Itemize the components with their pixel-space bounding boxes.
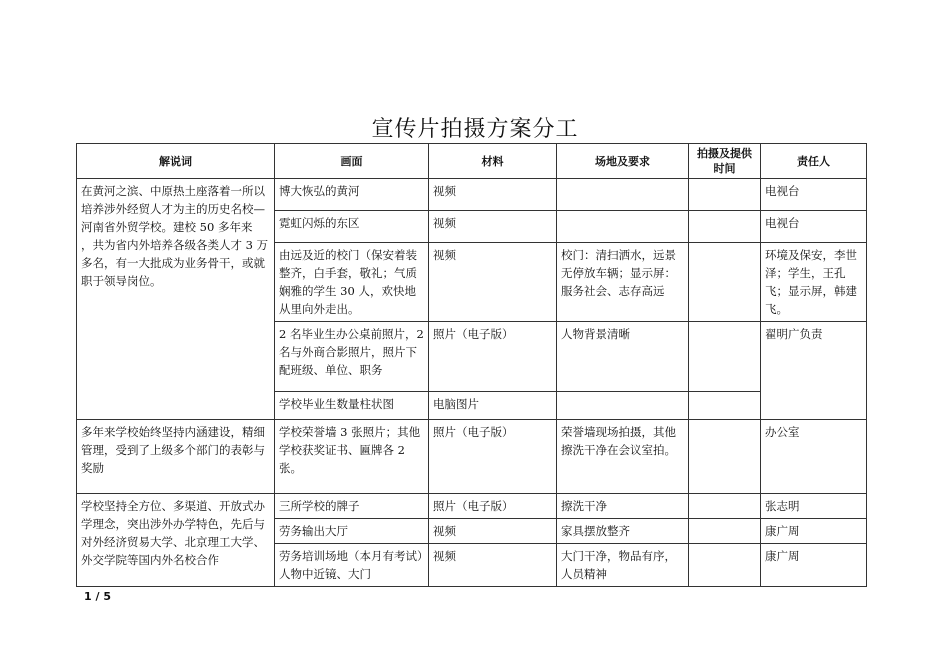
scene-cell: 霓虹闪烁的东区 [275, 211, 429, 243]
location-cell [557, 211, 689, 243]
location-cell: 人物背景清晰 [557, 322, 689, 392]
scene-cell: 三所学校的牌子 [275, 494, 429, 519]
scene-cell: 由远及近的校门（保安着装整齐，白手套，敬礼；气质娴雅的学生 30 人，欢快地从里向外走出。 [275, 243, 429, 322]
scene-cell: 2 名毕业生办公桌前照片，2 名与外商合影照片，照片下配班级、单位、职务 [275, 322, 429, 392]
owner-cell: 环境及保安，李世泽；学生，王孔飞；显示屏，韩建飞。 [761, 243, 867, 322]
time-cell [689, 420, 761, 494]
material-cell: 照片（电子版） [429, 420, 557, 494]
owner-cell: 康广周 [761, 519, 867, 544]
location-cell [557, 392, 689, 420]
location-cell: 荣誉墙现场拍摄，其他擦洗干净在会议室拍。 [557, 420, 689, 494]
page-number: 1 / 5 [84, 590, 111, 603]
scene-cell: 劳务输出大厅 [275, 519, 429, 544]
owner-cell: 翟明广负责 [761, 322, 867, 420]
page-title: 宣传片拍摄方案分工 [371, 117, 579, 142]
material-cell: 视频 [429, 211, 557, 243]
scene-cell: 学校荣誉墙 3 张照片；其他学校获奖证书、匾牌各 2 张。 [275, 420, 429, 494]
scene-cell: 劳务培训场地（本月有考试）人物中近镜、大门 [275, 544, 429, 587]
time-cell [689, 494, 761, 519]
scene-cell: 学校毕业生数量柱状图 [275, 392, 429, 420]
material-cell: 视频 [429, 544, 557, 587]
header-location: 场地及要求 [557, 144, 689, 179]
table-row [77, 494, 867, 519]
location-cell: 擦洗干净 [557, 494, 689, 519]
material-cell: 照片（电子版） [429, 322, 557, 392]
location-cell: 家具摆放整齐 [557, 519, 689, 544]
material-cell: 视频 [429, 243, 557, 322]
time-cell [689, 243, 761, 322]
material-cell: 视频 [429, 519, 557, 544]
time-cell [689, 322, 761, 392]
owner-cell: 张志明 [761, 494, 867, 519]
assignment-table [76, 143, 867, 587]
material-cell: 照片（电子版） [429, 494, 557, 519]
commentary-cell: 在黄河之滨、中原热土座落着一所以培养涉外经贸人才为主的历史名校—河南省外贸学校。建校 50 多年来 ，共为省内外培养各级各类人才 3 万多名，有一大批成为业务骨干，或就职于领导岗位。 [77, 179, 275, 420]
owner-cell: 办公室 [761, 420, 867, 494]
header-scene: 画面 [275, 144, 429, 179]
time-cell [689, 179, 761, 211]
table-row [77, 420, 867, 494]
header-owner: 责任人 [761, 144, 867, 179]
header-material: 材料 [429, 144, 557, 179]
commentary-cell: 学校坚持全方位、多渠道、开放式办学理念，突出涉外办学特色，先后与对外经济贸易大学、北京理工大学、外交学院等国内外名校合作 [77, 494, 275, 587]
location-cell: 大门干净，物品有序，人员精神 [557, 544, 689, 587]
table-header-row [77, 144, 867, 179]
header-commentary: 解说词 [77, 144, 275, 179]
table-row [77, 179, 867, 211]
owner-cell: 康广周 [761, 544, 867, 587]
material-cell: 电脑图片 [429, 392, 557, 420]
time-cell [689, 519, 761, 544]
scene-cell: 博大恢弘的黄河 [275, 179, 429, 211]
header-time: 拍摄及提供时间 [689, 144, 761, 179]
location-cell: 校门：清扫洒水，远景无停放车辆；显示屏：服务社会、志存高远 [557, 243, 689, 322]
commentary-cell: 多年来学校始终坚持内涵建设，精细管理，受到了上级多个部门的表彰与奖励 [77, 420, 275, 494]
material-cell: 视频 [429, 179, 557, 211]
time-cell [689, 544, 761, 587]
location-cell [557, 179, 689, 211]
owner-cell: 电视台 [761, 211, 867, 243]
owner-cell: 电视台 [761, 179, 867, 211]
time-cell [689, 211, 761, 243]
time-cell [689, 392, 761, 420]
